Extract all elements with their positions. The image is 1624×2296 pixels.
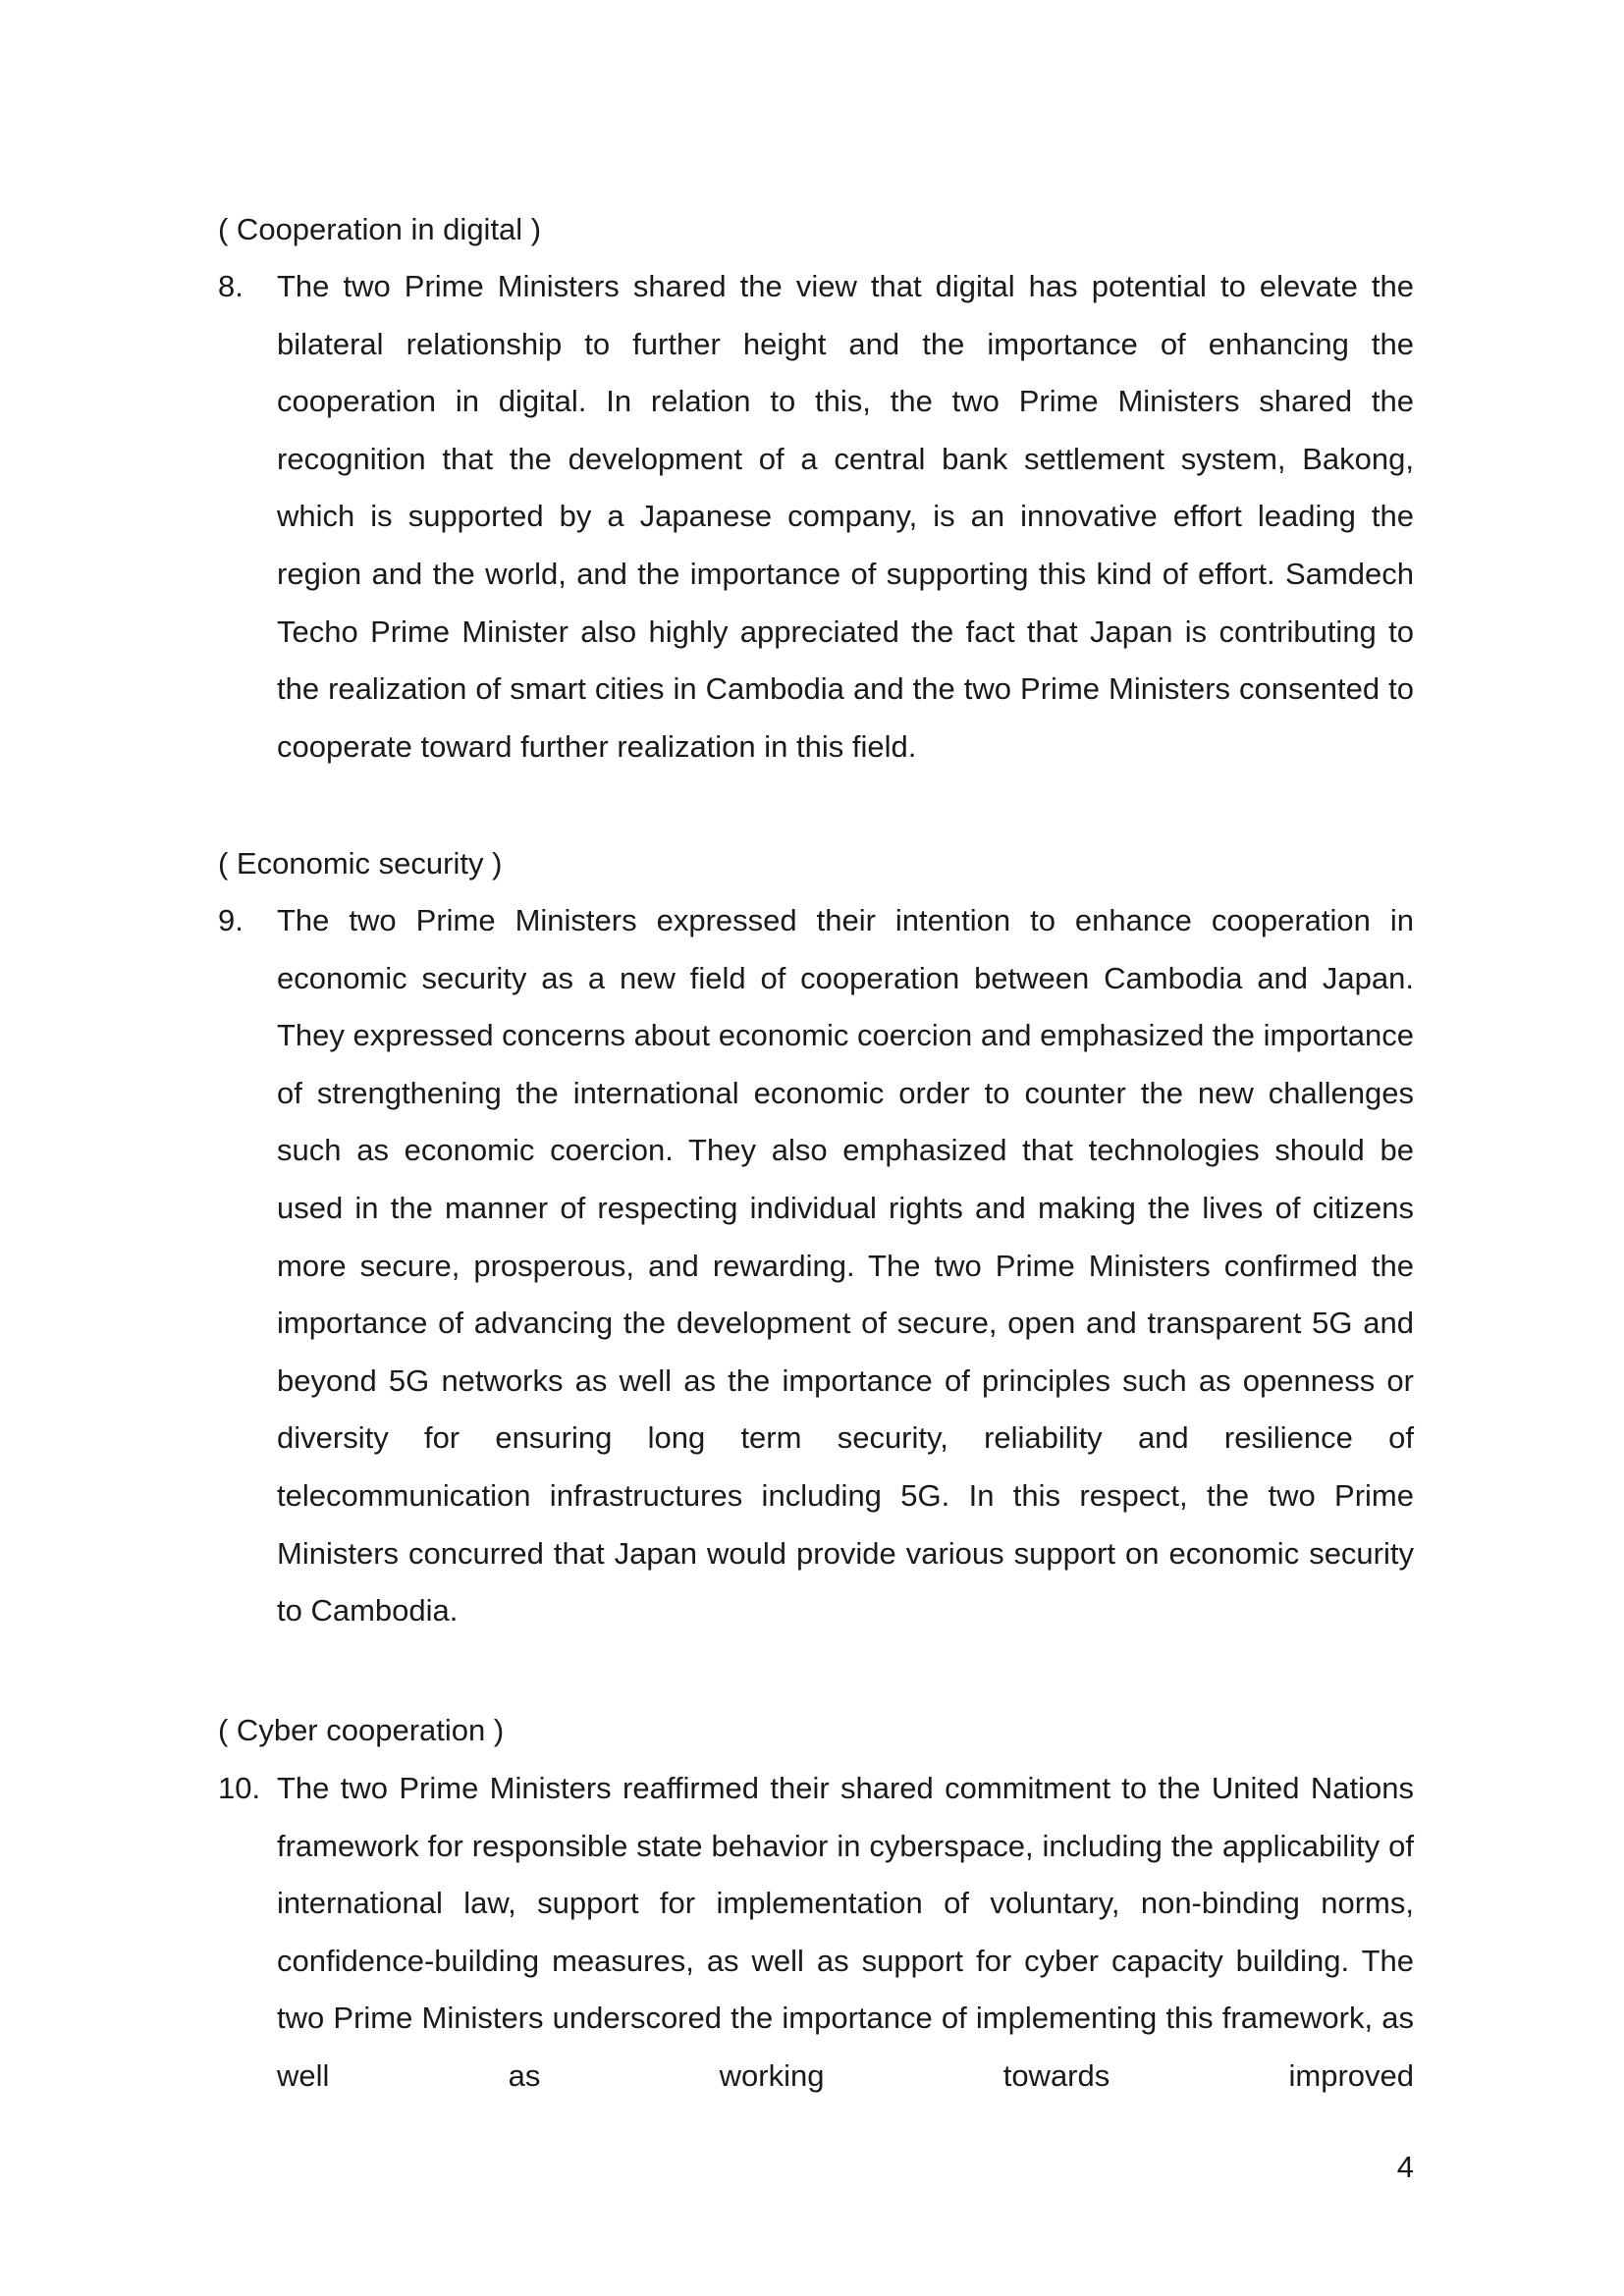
- paragraph-text: The two Prime Ministers reaffirmed their shared commitment to the United Nations framework for responsible state behavior in cyberspace, including the applicability of international law, support for implementation of voluntary, non-binding norms, confidence-building measures, as well as support for cyber capacity building. The two Prime Ministers underscored the importance of implementing this framework, as well as working towards improved: [277, 1771, 1414, 2093]
- paragraph-10: [218, 1760, 1414, 2106]
- paragraph-number: 8.: [218, 269, 244, 303]
- paragraph-text: The two Prime Ministers shared the view that digital has potential to elevate the bilateral relationship to further height and the importance of enhancing the cooperation in digital. In relation to this, the two Prime Ministers shared the recognition that the development of a central bank settlement system, Bakong, which is supported by a Japanese company, is an innovative effort leading the region and the world, and the importance of supporting this kind of effort. Samdech Techo Prime Minister also highly appreciated the fact that Japan is contributing to the realization of smart cities in Cambodia and the two Prime Ministers consented to cooperate toward further realization in this field.: [277, 269, 1414, 764]
- paragraph-9: [218, 892, 1414, 1640]
- paragraph-text: The two Prime Ministers expressed their intention to enhance cooperation in economic security as a new field of cooperation between Cambodia and Japan. They expressed concerns about economic coercion and emphasized the importance of strengthening the international economic order to counter the new challenges such as economic coercion. They also emphasized that technologies should be used in the manner of respecting individual rights and making the lives of citizens more secure, prosperous, and rewarding. The two Prime Ministers confirmed the importance of advancing the development of secure, open and transparent 5G and beyond 5G networks as well as the importance of principles such as openness or diversity for ensuring long term security, reliability and resilience of telecommunication infrastructures including 5G. In this respect, the two Prime Ministers concurred that Japan would provide various support on economic security to Cambodia.: [277, 903, 1414, 1629]
- paragraph-number: 9.: [218, 903, 244, 937]
- page-number: 4: [1396, 2150, 1414, 2184]
- paragraph-number: 10.: [218, 1771, 261, 1805]
- section-heading-economic-security: ( Economic security ): [218, 846, 503, 881]
- section-heading-digital: ( Cooperation in digital ): [218, 212, 542, 246]
- paragraph-8: [218, 258, 1414, 775]
- section-heading-cyber-cooperation: ( Cyber cooperation ): [218, 1713, 505, 1747]
